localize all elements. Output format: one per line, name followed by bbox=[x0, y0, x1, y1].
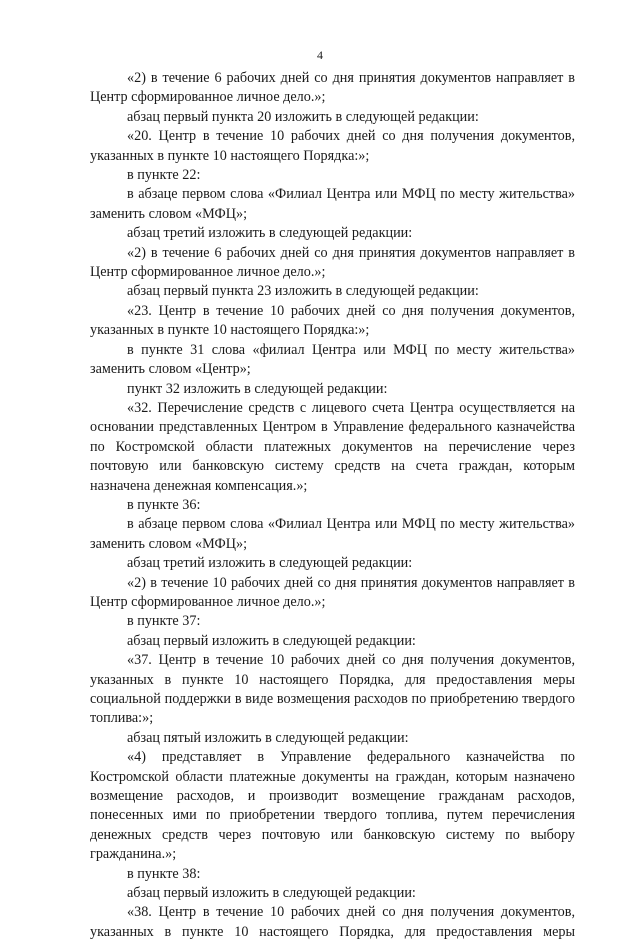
page-number: 4 bbox=[317, 48, 323, 62]
paragraph: абзац первый изложить в следующей редакции: bbox=[127, 885, 416, 902]
paragraph: в пункте 38: bbox=[127, 865, 201, 882]
paragraph: «2) в течение 10 рабочих дней со дня принятия документов направляет в Центр сформированное личное дело.»; bbox=[90, 574, 575, 610]
paragraph: в пункте 31 слова «филиал Центра или МФЦ по месту жительства» заменить словом «Центр»; bbox=[90, 341, 575, 378]
paragraph: абзац первый пункта 23 изложить в следующей редакции: bbox=[127, 283, 479, 300]
paragraph: абзац первый пункта 20 изложить в следующей редакции: bbox=[127, 108, 479, 125]
paragraph: в пункте 22: bbox=[127, 167, 201, 184]
paragraph: «37. Центр в течение 10 рабочих дней со дня получения документов, указанных в пункте 10 настоящего Порядка, для предоставления меры социальной поддержки в виде возмещения расходов по приобретению твердого топлива:»; bbox=[90, 652, 575, 727]
paragraph: «2) в течение 6 рабочих дней со дня принятия документов направляет в Центр сформированное личное дело.»; bbox=[90, 244, 575, 281]
paragraph: абзац третий изложить в следующей редакции: bbox=[127, 555, 413, 572]
paragraph: абзац третий изложить в следующей редакции: bbox=[127, 225, 413, 242]
paragraph: абзац пятый изложить в следующей редакции: bbox=[127, 729, 409, 746]
paragraph: абзац первый изложить в следующей редакции: bbox=[127, 632, 416, 649]
paragraph: «23. Центр в течение 10 рабочих дней со дня получения документов, указанных в пункте 10 настоящего Порядка:»; bbox=[90, 302, 575, 339]
paragraph: «20. Центр в течение 10 рабочих дней со дня получения документов, указанных в пункте 10 настоящего Порядка:»; bbox=[90, 128, 575, 164]
paragraph: «2) в течение 6 рабочих дней со дня принятия документов направляет в Центр сформированное личное дело.»; bbox=[90, 70, 575, 106]
paragraph: «32. Перечисление средств с лицевого счета Центра осуществляется на основании представленных Центром в Управление федерального казначейства по Костромской области платежных документов на перечисление через почтовую или банковскую систему средств на счета граждан, которым назначена денежная компенсация.»; bbox=[90, 399, 575, 494]
document-body bbox=[90, 69, 575, 942]
paragraph: «4) представляет в Управление федерального казначейства по Костромской области платежные документы на граждан, которым назначено возмещение расходов, и производит возмещение гражданам расходов, понесенных ими по приобретении твердого топлива, путем перечисления денежных средств через почтовую или банковскую систему по выбору гражданина.»; bbox=[90, 749, 575, 863]
paragraph: в пункте 37: bbox=[127, 613, 201, 630]
paragraph: «38. Центр в течение 10 рабочих дней со дня получения документов, указанных в пункте 10 настоящего Порядка, для предоставления меры bbox=[90, 904, 575, 940]
paragraph: в абзаце первом слова «Филиал Центра или МФЦ по месту жительства» заменить словом «МФЦ»; bbox=[90, 516, 575, 552]
paragraph: в пункте 36: bbox=[127, 496, 201, 513]
paragraph: в абзаце первом слова «Филиал Центра или МФЦ по месту жительства» заменить словом «МФЦ»; bbox=[90, 186, 575, 222]
paragraph: пункт 32 изложить в следующей редакции: bbox=[127, 380, 388, 397]
